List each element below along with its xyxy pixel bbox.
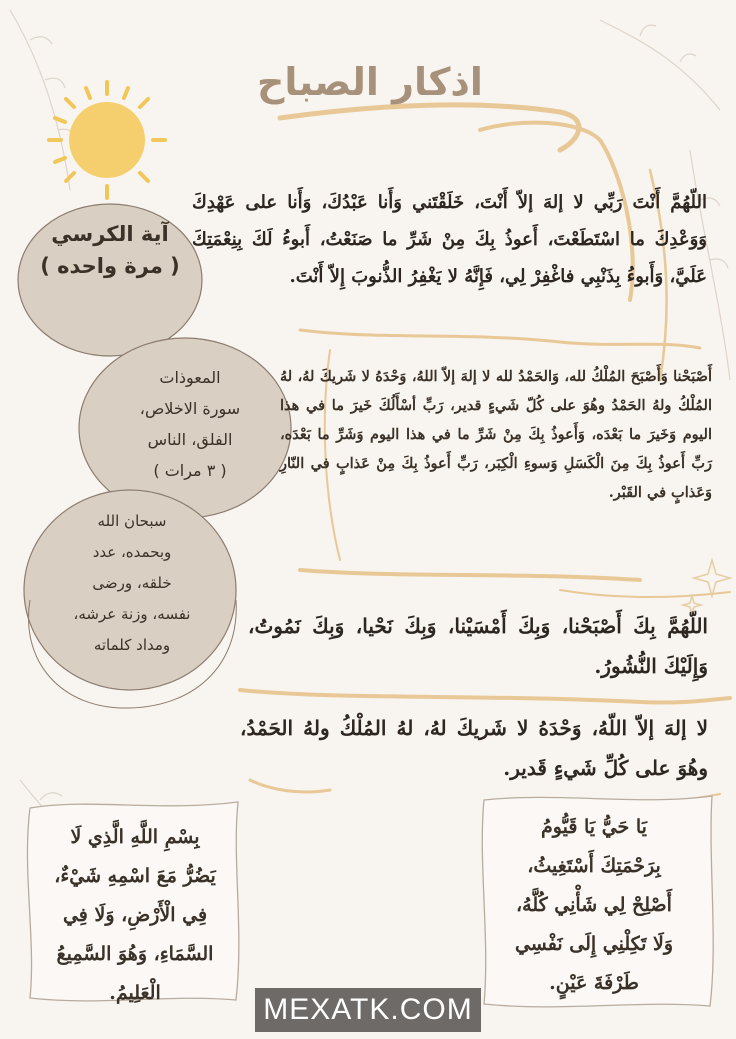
box-line: بِسْمِ اللَّهِ الَّذِي لَا	[70, 826, 200, 848]
page-title: اذكار الصباح	[257, 60, 483, 104]
box-line: الْعَلِيمُ.	[109, 982, 161, 1004]
box-line: السَّمَاءِ، وَهُوَ السَّمِيعُ	[56, 943, 214, 965]
circle-label-ayat-kursi	[20, 218, 200, 348]
circle-line: ( ٣ مرات )	[153, 461, 227, 480]
box-line: فِي الْأَرْضِ، وَلَا فِي	[62, 904, 208, 926]
box-line: طَرْفَةَ عَيْنٍ.	[549, 972, 639, 994]
sun-icon	[49, 82, 165, 198]
box-line: وَلَا تَكِلْنِي إِلَى نَفْسِي	[514, 933, 674, 955]
circle-line: الفلق، الناس	[147, 430, 233, 449]
circle-line: خلقه، ورضى	[92, 574, 172, 592]
dhikr-ya-hayy-box	[484, 808, 704, 1003]
box-line: أَصْلِحْ لِي شَأْنِي كُلَّهُ،	[516, 894, 672, 916]
circle-line: المعوذات	[159, 368, 221, 387]
box-line: بِرَحْمَتِكَ أَسْتَغِيثُ،	[527, 855, 661, 877]
circle-line: نفسه، وزنة عرشه،	[73, 605, 191, 623]
dhikr-la-ilaha-illallah: لا إلهَ إلاّ اللّهُ، وَحْدَهُ لا شَريكَ لهُ، لهُ المُلْكُ ولهُ الحَمْدُ، وهُوَ على كُلِّ شَيءٍ قَدير.	[240, 716, 708, 780]
circle-line: ومداد كلماته	[93, 636, 171, 654]
circle-label-subhan	[42, 506, 222, 661]
circle-line: وبحمده، عدد	[92, 543, 172, 561]
circle-label-muawwidhat	[90, 362, 290, 486]
circle-line: ( مرة واحده )	[40, 254, 180, 278]
dhikr-sayyid-al-istighfar: اللّهُمَّ أَنْتَ رَبِّي لا إلهَ إلاّ أَنْتَ، خَلَقْتَني وَأَنا عَبْدُكَ، وَأَنا على عَهْدِكَ وَوَعْدِكَ ما اسْتَطَعْتَ، أَعوذُ بِكَ مِنْ شَرِّ ما صَنَعْتُ، أَبوءُ لَكَ بِنِعْمَتِكَ عَلَيَّ، وَأَبوءُ بِذَنْبِي فاغْفِرْ لِي، فَإِنَّهُ لا يَغْفِرُ الذُّنوبَ إِلاّ أَنْتَ.	[192, 192, 707, 287]
box-line: يَا حَيُّ يَا قَيُّومُ	[541, 816, 647, 838]
dhikr-asbahna: أَصْبَحْنا وَأَصْبَحَ المُلْكُ لله، وَالحَمْدُ لله لا إلهَ إلاّ اللهُ، وَحْدَهُ لا شَريكَ لهُ، لهُ المُلْكُ ولهُ الحَمْدُ وهُوَ على كُلّ شَيءٍ قدير، رَبِّ أسْأَلُكَ خَيرَ ما في هذا اليوم وَخَيرَ ما بَعْدَه، وَأَعوذُ بِكَ مِنْ شَرِّ ما في هذا اليوم وَشَرِّ ما بَعْدَه، رَبِّ أَعوذُ بِكَ مِنَ الْكَسَلِ وَسوءِ الْكِبَر، رَبِّ أَعوذُ بِكَ مِنْ عَذابٍ في النّارِ وَعَذابٍ في القَبْر.	[280, 368, 712, 501]
box-line: يَضُرُّ مَعَ اسْمِهِ شَيْءٌ،	[54, 865, 216, 887]
circle-line: سورة الاخلاص،	[139, 399, 241, 418]
dhikr-bika-asbahna: اللّهُمَّ بِكَ أَصْبَحْنا، وَبِكَ أَمْسَيْنا، وَبِكَ نَحْيا، وَبِكَ نَمُوتُ، وَإِلَيْكَ النُّشُورُ.	[248, 614, 708, 678]
dhikr-bismillah-box	[30, 818, 240, 1013]
watermark-logo: MEXATK.COM	[255, 988, 481, 1032]
circle-line: آية الكرسي	[51, 222, 169, 246]
circle-line: سبحان الله	[97, 512, 167, 530]
